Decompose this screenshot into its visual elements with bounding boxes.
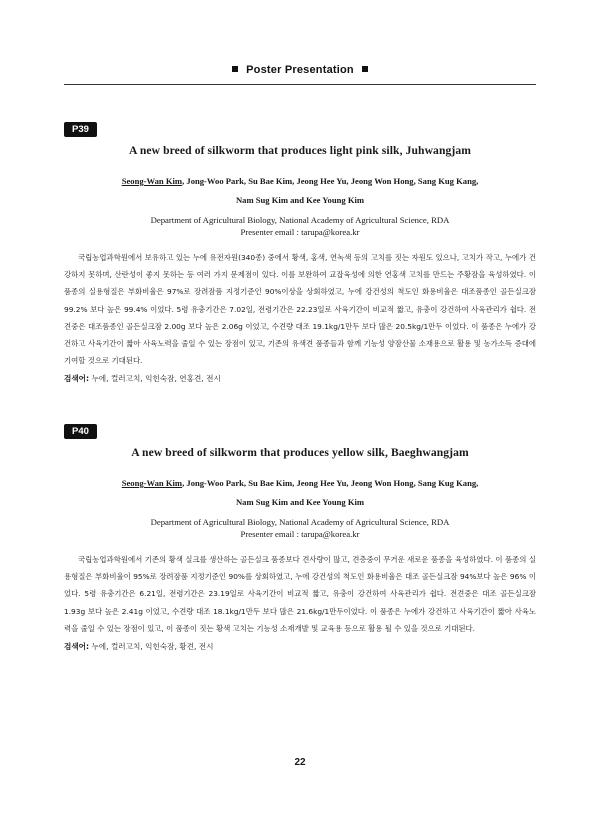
abstract-body: 국립농업과학원에서 보유하고 있는 누에 유전자원(340종) 중에서 황색, 홍색, 연녹색 등의 고치를 짓는 자원도 있으나, 고치가 작고, 누에가 건강하지 못하며, 산란성이 좋지 못하는 등 여러 가지 문제점이 있다. 이를 보완하여 교잡육성에 의한 연홍색 고치를 만드는 주황잠을 육성하였다. 이 품종의 실용형질은 부화비율은 97%로 장려잠품 지정기준인 90%이상을 상회하였고, 누에 강건성의 척도인 화용비율은 대조품종인 골든실크잠 99.2% 보다 높은 99.4% 이었다. 5령 유충기간은 7.02일, 전령기간은 22.23일로 사육기간이 비교적 짧고, 유충이 강건하여 사육관리가 쉽다. 전견중은 대조품종인 골든실크잠 2.00g 보다 높은 2.06g 이었고, 수견량 대조 19.1kg/1만두 보다 많은 20.5kg/1만두 이었다. 이 품종은 누에가 강건하고 사육기간이 짧아 사육노력을 줄일 수 있는 장점이 있고, 기존의 유색견 품종들과 함께 기능성 양잠산물 소재용으로 활용 및 농가소득 증대에 기여할 것으로 기대된다. <box>64 253 536 366</box>
coauthors-line1: , Jong-Woo Park, Su Bae Kim, Jeong Hee Yu, Jeong Won Hong, Sang Kug Kang, <box>182 478 479 488</box>
presenting-author: Seong-Wan Kim <box>121 176 183 186</box>
abstract-body: 국립농업과학원에서 기존의 황색 실크를 생산하는 골든실크 품종보다 견사량이 많고, 견층중이 무거운 새로운 품종을 육성하였다. 이 품종의 실용형질은 부화비율이 95%로 장려잠품 지정기준인 90%를 상회하였고, 누에 강건성의 척도인 화용비율은 대조 골든실크잠 94%보다 높은 96% 이었다. 5령 유충기간은 6.21일, 전령기간은 23.19일로 사육기간이 비교적 짧고, 유충이 강건하여 사육관리가 쉽다. 전견중은 대조 골든실크잠 1.93g 보다 높은 2.41g 이었고, 수견량 대조 18.1kg/1만두 보다 많은 21.6kg/1만두이었다. 이 품종은 누에가 강건하고 사육기간이 짧아 사육노력을 줄일 수 있는 장점이 있고, 이 품종이 짓는 황색 고치는 기능성 소재개발 및 교육용 등으로 활용 될 수 있을 것으로 기대된다. <box>64 555 536 633</box>
abstract-title: A new breed of silkworm that produces yellow silk, Baeghwangjam <box>131 446 469 459</box>
abstract-id-badge: P39 <box>64 122 97 137</box>
affiliation <box>64 516 536 540</box>
presenter-email: Presenter email : tarupa@korea.kr <box>240 227 360 237</box>
keywords-label: 검색어: <box>64 374 90 384</box>
coauthors-line2: Nam Sug Kim and Kee Young Kim <box>235 195 365 205</box>
coauthors-line2: Nam Sug Kim and Kee Young Kim <box>235 497 365 507</box>
keywords <box>64 371 536 387</box>
keywords-label: 검색어: <box>64 642 90 652</box>
square-bullet-icon <box>362 66 368 72</box>
header-rule <box>64 84 536 85</box>
presenting-author: Seong-Wan Kim <box>121 478 183 488</box>
coauthors-line1: , Jong-Woo Park, Su Bae Kim, Jeong Hee Yu, Jeong Won Hong, Sang Kug Kang, <box>182 176 479 186</box>
affiliation-text: Department of Agricultural Biology, National Academy of Agricultural Science, RDA <box>150 517 450 527</box>
keywords-text: 누에, 컬러고치, 익힌숙잠, 황견, 전시 <box>89 642 214 652</box>
keywords <box>64 639 536 655</box>
presenter-email: Presenter email : tarupa@korea.kr <box>240 529 360 539</box>
running-header <box>64 64 536 76</box>
author-list <box>64 172 536 210</box>
abstract-id-badge: P40 <box>64 424 97 439</box>
affiliation-text: Department of Agricultural Biology, National Academy of Agricultural Science, RDA <box>150 215 450 225</box>
abstract-p39 <box>64 119 536 387</box>
page-number: 22 <box>294 757 306 768</box>
square-bullet-icon <box>232 66 238 72</box>
affiliation <box>64 214 536 238</box>
abstract-title: A new breed of silkworm that produces light pink silk, Juhwangjam <box>128 144 472 157</box>
author-list <box>64 474 536 512</box>
abstract-p40 <box>64 421 536 655</box>
header-title: Poster Presentation <box>246 64 354 76</box>
keywords-text: 누에, 컬러고치, 익힌숙잠, 연홍견, 전시 <box>89 374 221 384</box>
